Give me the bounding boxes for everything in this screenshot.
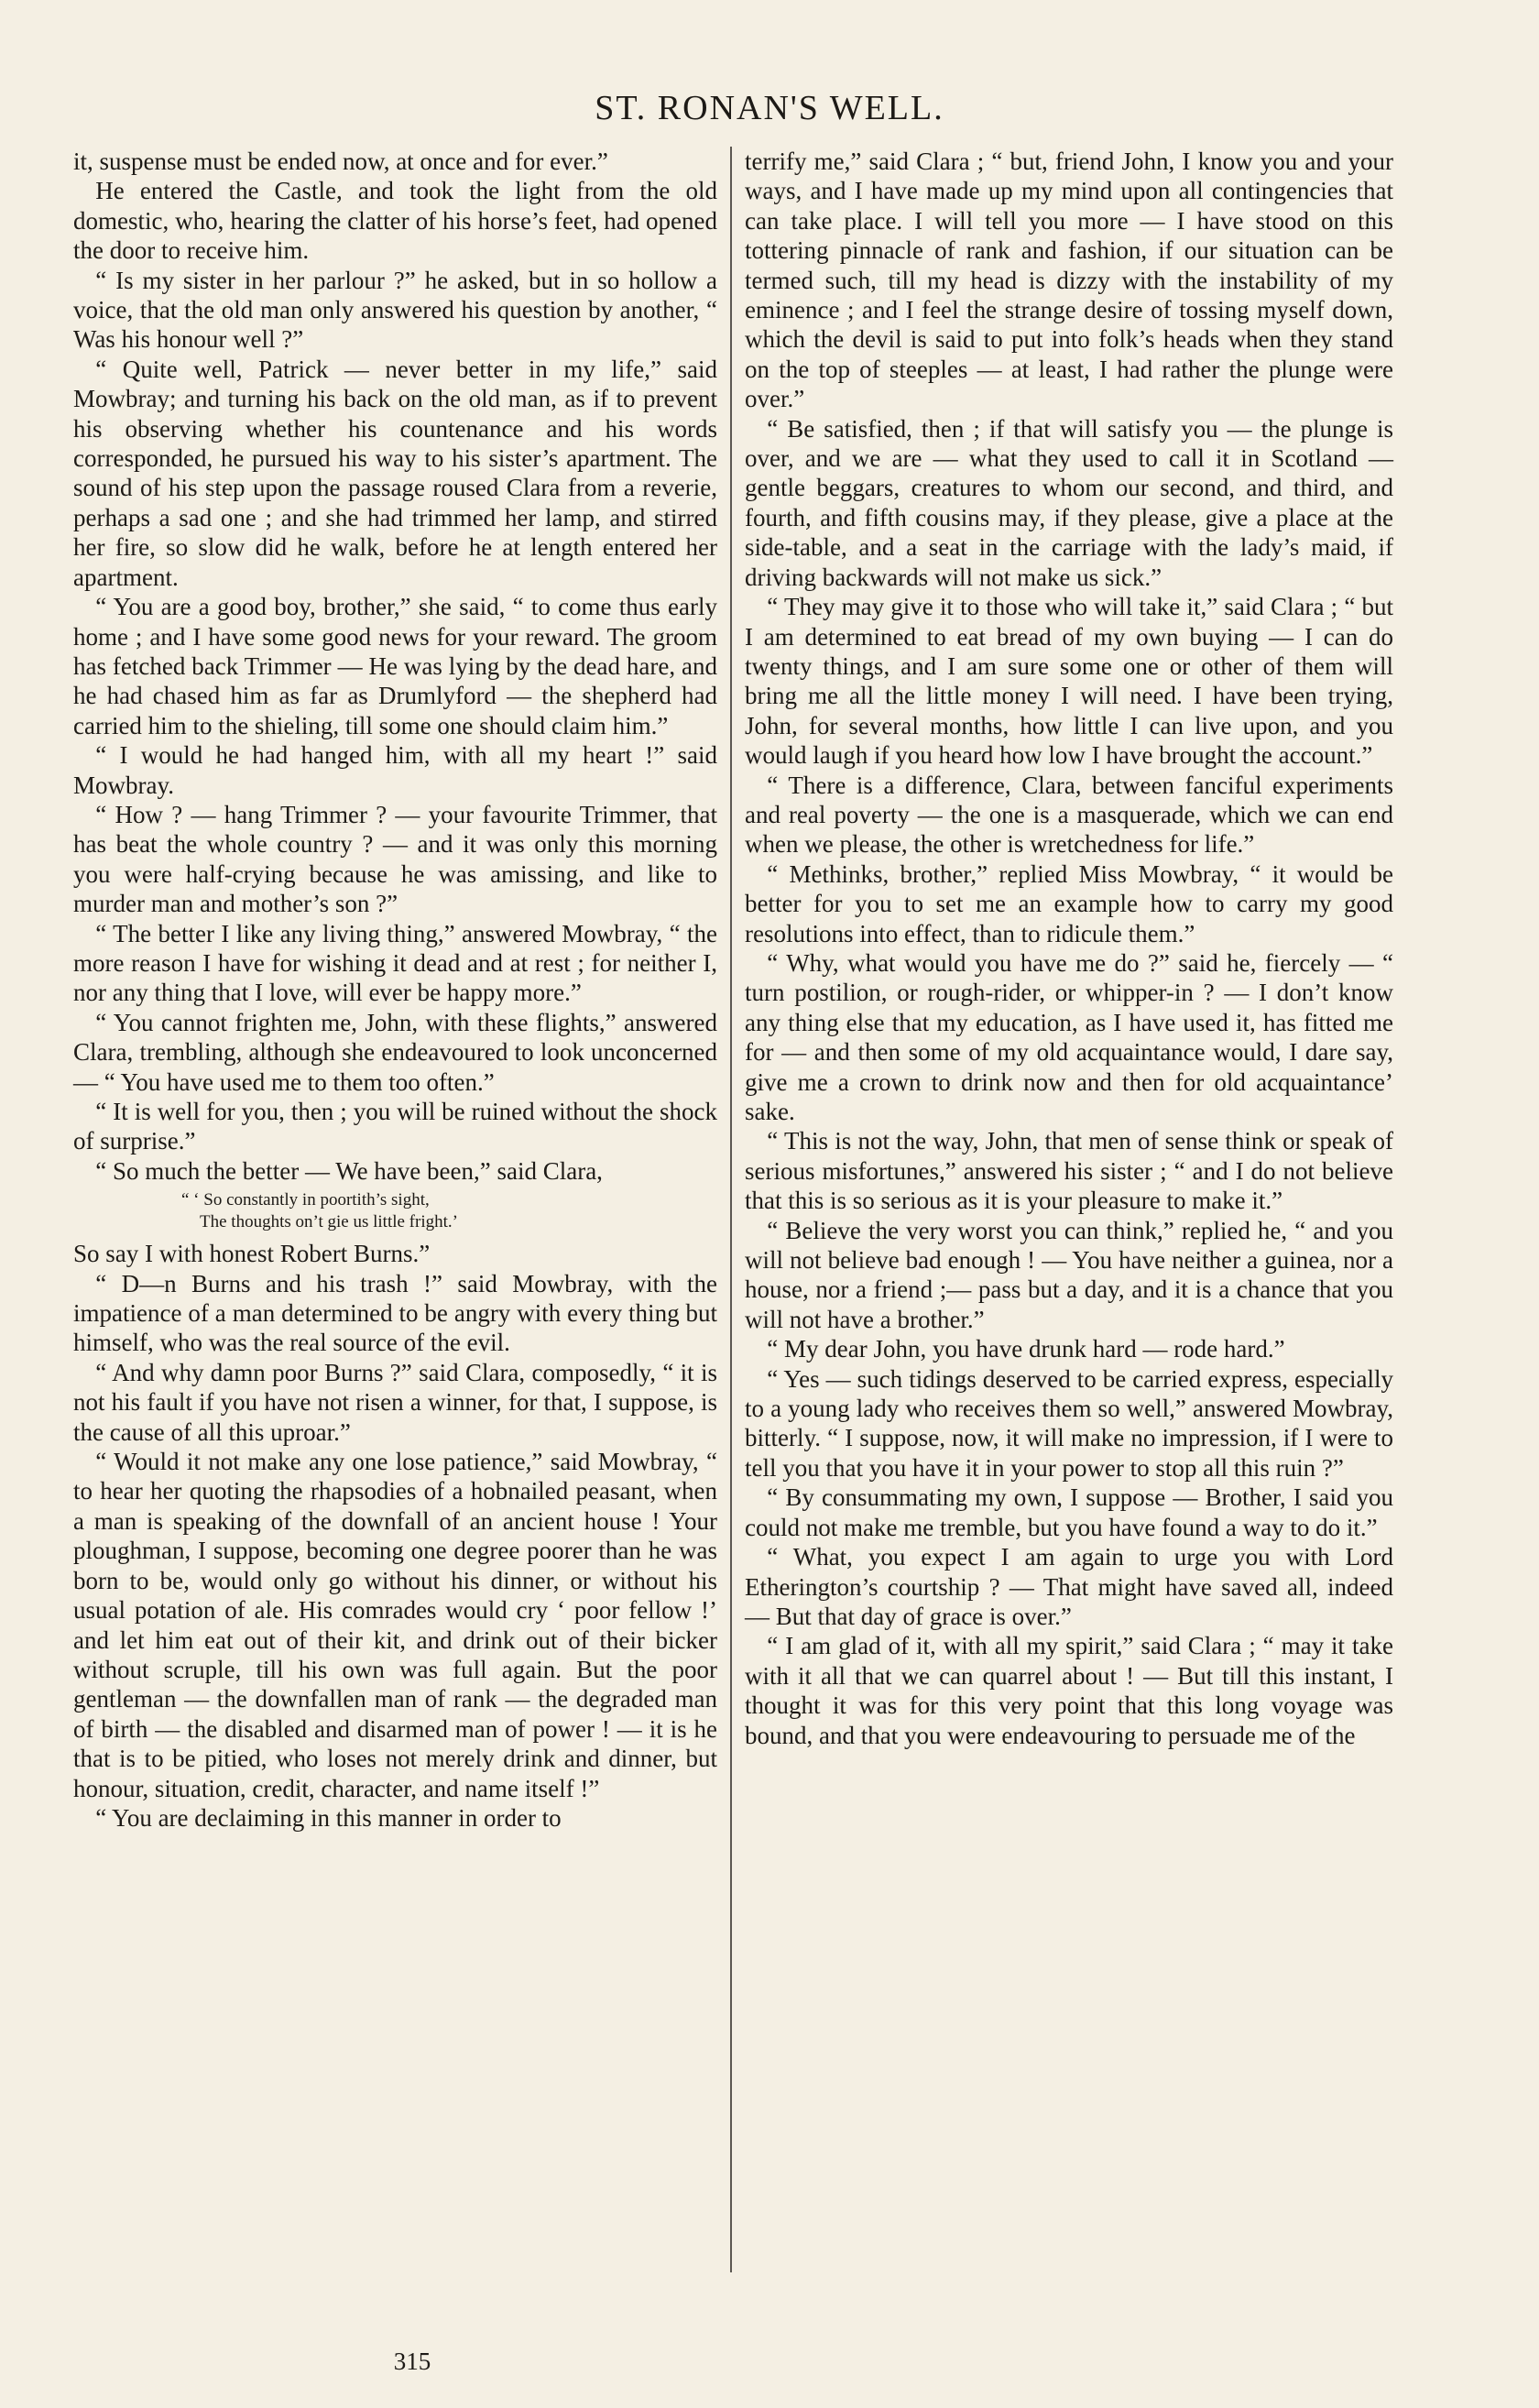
paragraph: “ Quite well, Patrick — never better in my life,” said Mowbray; and turning his back on the old man, as if to prevent his observing whether his countenance and his words corresponded, he pursued his way to his sister’s apartment. The sound of his step upon the passage roused Clara from a reverie, perhaps a sad one ; and she had trimmed her lamp, and stirred her fire, so slow did he walk, before he at length entered her apartment. (73, 355, 717, 591)
paragraph: “ What, you expect I am again to urge you with Lord Etherington’s courtship ? — That might have saved all, indeed — But that day of grace is over.” (745, 1543, 1393, 1630)
paragraph: “ Yes — such tidings deserved to be carried express, especially to a young lady who receives them so well,” answered Mowbray, bitterly. “ I suppose, now, it will make no impression, if I were to tell you that you have it in your power to stop all this ruin ?” (745, 1364, 1393, 1482)
running-head: ST. RONAN'S WELL. (595, 89, 944, 127)
paragraph: “ Believe the very worst you can think,” replied he, “ and you will not believe bad enough ! — You have neither a guinea, nor a house, nor a friend ;— pass but a day, and it is a chance that you will not have a brother.” (745, 1216, 1393, 1333)
column-divider (730, 147, 732, 2272)
paragraph: “ I am glad of it, with all my spirit,” said Clara ; “ may it take with it all that we can quarrel about ! — But till this instant, I thought it was for this very point that this long voyage was bound, and that you were endeavouring to persuade me of the (745, 1632, 1393, 1749)
paragraph: “ You cannot frighten me, John, with these flights,” answered Clara, trembling, although she endeavoured to look unconcerned — “ You have used me to them too often.” (73, 1008, 717, 1096)
verse-quotation (73, 1189, 717, 1233)
paragraph: “ By consummating my own, I suppose — Brother, I said you could not make me tremble, but you have found a way to do it.” (745, 1483, 1393, 1541)
paragraph: “ You are a good boy, brother,” she said, “ to come thus early home ; and I have some good news for your reward. The groom has fetched back Trimmer — He was lying by the dead hare, and he had chased him as far as Drumlyford — the shepherd had carried him to the shieling, till some one should claim him.” (73, 593, 717, 739)
paragraph: “ Methinks, brother,” replied Miss Mowbray, “ it would be better for you to set me an example how to carry my good resolutions into effect, than to ridicule them.” (745, 859, 1393, 947)
paragraph: it, suspense must be ended now, at once and for ever.” (73, 148, 608, 175)
paragraph: “ The better I like any living thing,” answered Mowbray, “ the more reason I have for wishing it dead and at rest ; for neither I, nor any thing that I love, will ever be happy more.” (73, 919, 717, 1007)
paragraph: “ And why damn poor Burns ?” said Clara, composedly, “ it is not his fault if you have not risen a winner, for that, I suppose, is the cause of all this uproar.” (73, 1358, 717, 1446)
paragraph: “ You are declaiming in this manner in order to (95, 1803, 562, 1832)
paragraph: “ How ? — hang Trimmer ? — your favourite Trimmer, that has beat the whole country ? — and it was only this morning you were half-crying because he was amissing, and like to murder man and mother’s son ?” (73, 800, 717, 918)
paragraph: “ There is a difference, Clara, between fanciful experiments and real poverty — the one is a masquerade, which we can end when we please, the other is wretchedness for life.” (745, 771, 1393, 859)
paragraph: “ It is well for you, then ; you will be ruined without the shock of surprise.” (73, 1098, 717, 1155)
paragraph: terrify me,” said Clara ; “ but, friend John, I know you and your ways, and I have made up my mind upon all contingencies that can take place. I will tell you more — I have stood on this tottering pinnacle of rank and fashion, if our situation can be termed such, till my head is dizzy with the instability of my eminence ; and I feel the strange desire of tossing myself down, which the devil is said to put into folk’s heads when they stand on the top of steeples — at least, I had rather the plunge were over.” (745, 148, 1393, 413)
paragraph: “ This is not the way, John, that men of sense think or speak of serious misfortunes,” answered his sister ; “ and I do not believe that this is so serious as it is your pleasure to make it.” (745, 1127, 1393, 1215)
paragraph: “ So much the better — We have been,” said Clara, (95, 1156, 603, 1185)
paragraph: “ Would it not make any one lose patience,” said Mowbray, “ to hear her quoting the rhapsodies of a hobnailed peasant, when a man is speaking of the downfall of an ancient house ! Your ploughman, I suppose, becoming one degree poorer than he was born to be, would only go without his dinner, or without his usual potation of ale. His comrades would cry ‘ poor fellow !’ and let him eat out of their kit, and drink out of their bicker without scruple, till his own was full again. But the poor gentleman — the downfallen man of rank — the degraded man of birth — the disabled and disarmed man of power ! — it is he that is to be pitied, who loses not merely drink and dinner, but honour, situation, credit, character, and name itself !” (73, 1448, 717, 1802)
paragraph: “ D—n Burns and his trash !” said Mowbray, with the impatience of a man determined to be angry with every thing but himself, who was the real source of the evil. (73, 1269, 717, 1357)
paragraph: “ Why, what would you have me do ?” said he, fiercely — “ turn postilion, or rough-rider, or whipper-in ? — I don’t know any thing else that my education, as I have used it, has fitted me for — and then some of my old acquaintance would, I dare say, give me a crown to drink now and then for old acquaintance’ sake. (745, 948, 1393, 1125)
paragraph: “ Be satisfied, then ; if that will satisfy you — the plunge is over, and we are — what they used to call it in Scotland — gentle beggars, creatures to whom our second, and third, and fourth, and fifth cousins may, if they please, give a place at the side-table, and a seat in the carriage with the lady’s maid, if driving backwards will not make us sick.” (745, 414, 1393, 591)
paragraph: “ I would he had hanged him, with all my heart !” said Mowbray. (73, 741, 717, 799)
paragraph: “ My dear John, you have drunk hard — rode hard.” (767, 1335, 1285, 1363)
left-column (73, 147, 717, 1833)
page-number: 315 (393, 2348, 431, 2375)
paragraph: “ They may give it to those who will take it,” said Clara ; “ but I am determined to eat bread of my own buying — I can do twenty things, and I am sure some one or other of them will bring me all the little money I will need. I have been trying, John, for several months, how little I can live upon, and you would laugh if you heard how low I have brought the account.” (745, 593, 1393, 770)
paragraph: He entered the Castle, and took the light from the old domestic, who, hearing the clatter of his horse’s feet, had opened the door to receive him. (73, 177, 717, 265)
verse-line: The thoughts on’t gie us little fright.’ (200, 1212, 458, 1232)
paragraph: “ Is my sister in her parlour ?” he asked, but in so hollow a voice, that the old man only answered his question by another, “ Was his honour well ?” (73, 266, 717, 354)
verse-line: “ ‘ So constantly in poortith’s sight, (181, 1190, 430, 1210)
right-column (745, 147, 1393, 1750)
paragraph: So say I with honest Robert Burns.” (73, 1240, 431, 1268)
